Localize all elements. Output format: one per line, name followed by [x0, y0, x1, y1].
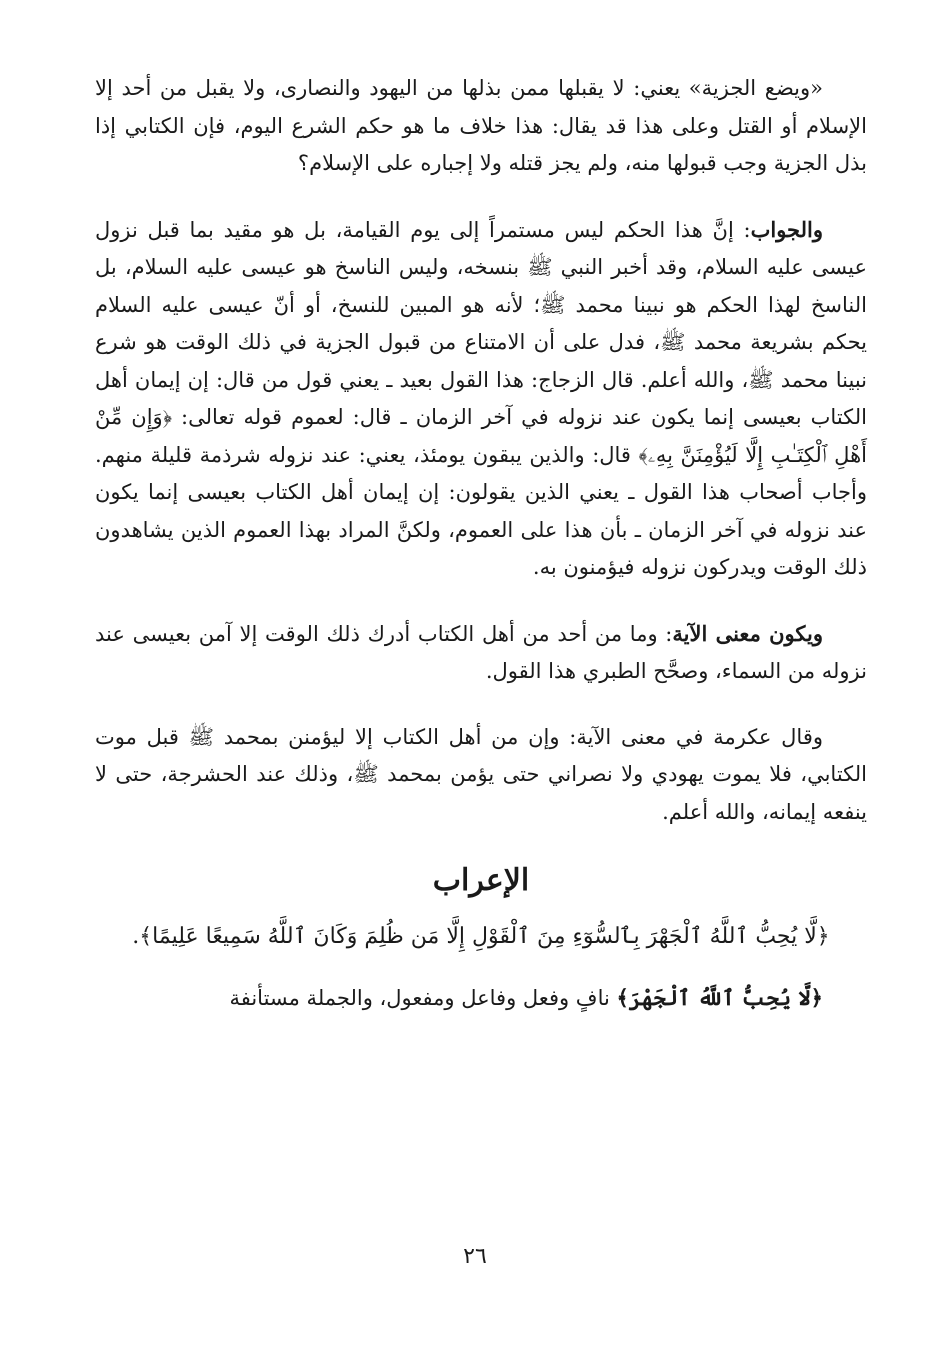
page-content	[95, 70, 867, 1046]
paragraph-grammar-quote: ﴿لَّا يُحِبُّ ٱللَّهُ ٱلْجَهْرَ﴾	[616, 985, 823, 1010]
paragraph-ikrima-text: وقال عكرمة في معنى الآية: وإن من أهل الكتاب إلا ليؤمنن بمحمد ﷺ قبل موت الكتابي، فلا يموت يهودي ولا نصراني حتى يؤمن بمحمد ﷺ، وذلك عند الحشرجة، حتى لا ينفعه إيمانه، والله أعلم.	[95, 724, 867, 824]
paragraph-verse-meaning-lead: ويكون معنى الآية	[672, 620, 823, 646]
section-heading: الإعراب	[432, 863, 530, 898]
paragraph-verse-meaning	[95, 615, 867, 691]
paragraph-answer	[95, 211, 867, 587]
paragraph-answer-lead: والجواب	[750, 216, 823, 242]
paragraph-ikrima	[95, 719, 867, 832]
paragraph-answer-text: : إنَّ هذا الحكم ليس مستمراً إلى يوم القيامة، بل هو مقيد بما قبل نزول عيسى عليه السلام، وقد أخبر النبي ﷺ بنسخه، وليس الناسخ هو عيسى عليه السلام، بل الناسخ لهذا الحكم هو نبينا محمد ﷺ؛ لأنه هو المبين للنسخ، أو أنّ عيسى عليه السلام يحكم بشريعة محمد ﷺ، فدل على أن الامتناع من قبول الجزية في ذلك الوقت هو شرع نبينا محمد ﷺ، والله أعلم. قال الزجاج: هذا القول بعيد ـ يعني قول من قال: إن إيمان أهل الكتاب بعيسى إنما يكون عند نزوله في آخر الزمان ـ قال: لعموم قوله تعالى: ﴿وَإِن مِّنْ أَهْلِ ٱلْكِتَـٰبِ إِلَّا لَيُؤْمِنَنَّ بِهِۦ﴾ قال: والذين يبقون يومئذ، يعني: عند نزوله شرذمة قليلة منهم. وأجاب أصحاب هذا القول ـ يعني الذين يقولون: إن إيمان أهل الكتاب بعيسى إنما يكون عند نزوله في آخر الزمان ـ بأن هذا على العموم، ولكنَّ المراد بهذا العموم الذين يشاهدون ذلك الوقت ويدركون نزوله فيؤمنون به.	[95, 217, 867, 579]
paragraph-verse-meaning-text: : وما من أحد من أهل الكتاب أدرك ذلك الوقت إلا آمن بعيسى عند نزوله من السماء، وصحَّح الطبري هذا القول.	[95, 621, 867, 683]
paragraph-grammar-text: نافٍ وفعل وفاعل ومفعول، والجملة مستأنفة	[229, 986, 617, 1010]
page-number: ٢٦	[463, 1244, 487, 1269]
paragraph-jizya	[95, 70, 867, 183]
paragraph-grammar	[95, 979, 867, 1018]
verse-line: ﴿لَّا يُحِبُّ ٱللَّهُ ٱلْجَهْرَ بِٱلسُّوٓءِ مِنَ ٱلْقَوْلِ إِلَّا مَن ظُلِمَ وَكَانَ ٱللَّهُ سَمِيعًا عَلِيمًا﴾.	[132, 924, 830, 949]
paragraph-jizya-text: «ويضع الجزية» يعني: لا يقبلها ممن بذلها من اليهود والنصارى، ولا يقبل من أحد إلا الإسلام أو القتل وعلى هذا قد يقال: هذا خلاف ما هو حكم الشرع اليوم، فإن الكتابي إذا بذل الجزية وجب قبولها منه، ولم يجز قتله ولا إجباره على الإسلام؟	[95, 76, 867, 175]
